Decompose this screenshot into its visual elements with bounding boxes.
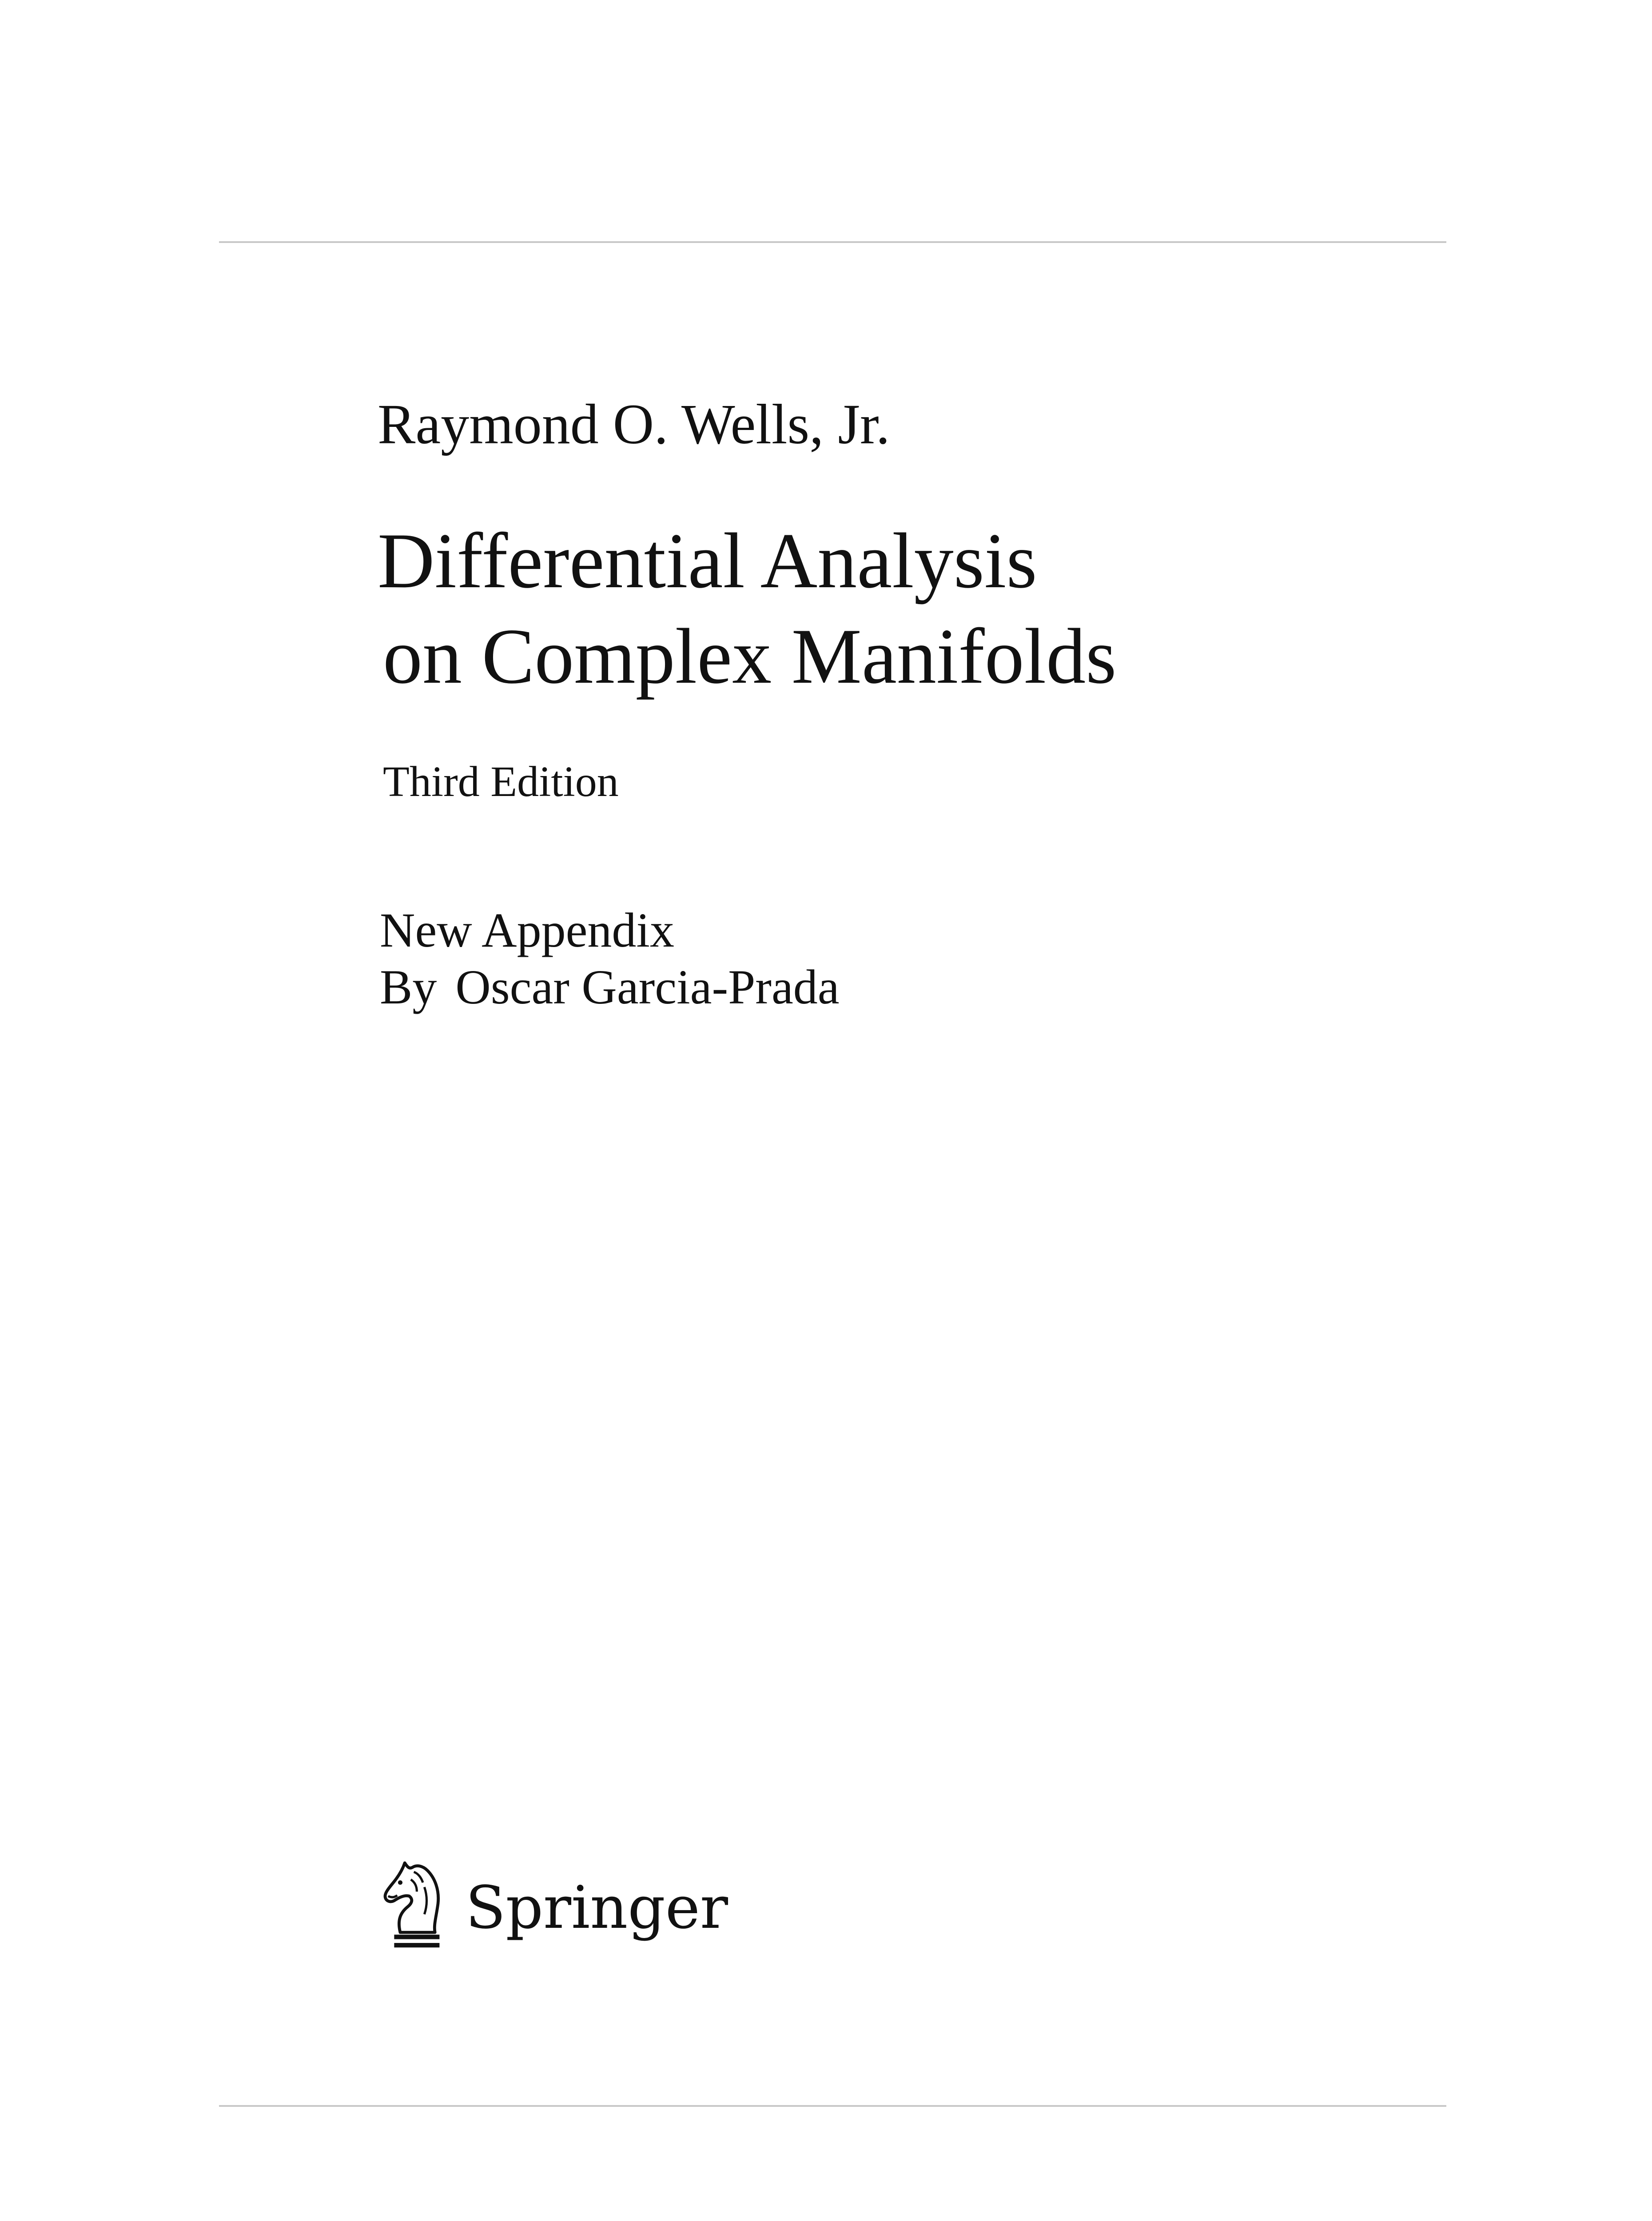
appendix-credit <box>380 902 840 1015</box>
book-title <box>378 513 1116 704</box>
publisher-name: Springer <box>466 1874 728 1942</box>
title-line-2: on Complex Manifolds <box>383 612 1117 700</box>
knight-horse-icon <box>378 1857 453 1959</box>
appendix-label: New Appendix <box>380 903 674 957</box>
book-author: Raymond O. Wells, Jr. <box>378 393 890 456</box>
appendix-author: Oscar Garcia-Prada <box>455 960 840 1014</box>
appendix-author-line <box>380 959 840 1015</box>
title-line-1: Differential Analysis <box>378 517 1037 605</box>
bottom-divider <box>219 2105 1446 2107</box>
edition-label: Third Edition <box>383 758 619 806</box>
top-divider <box>219 241 1446 243</box>
appendix-by: By <box>380 960 437 1014</box>
publisher-imprint <box>378 1857 728 1959</box>
